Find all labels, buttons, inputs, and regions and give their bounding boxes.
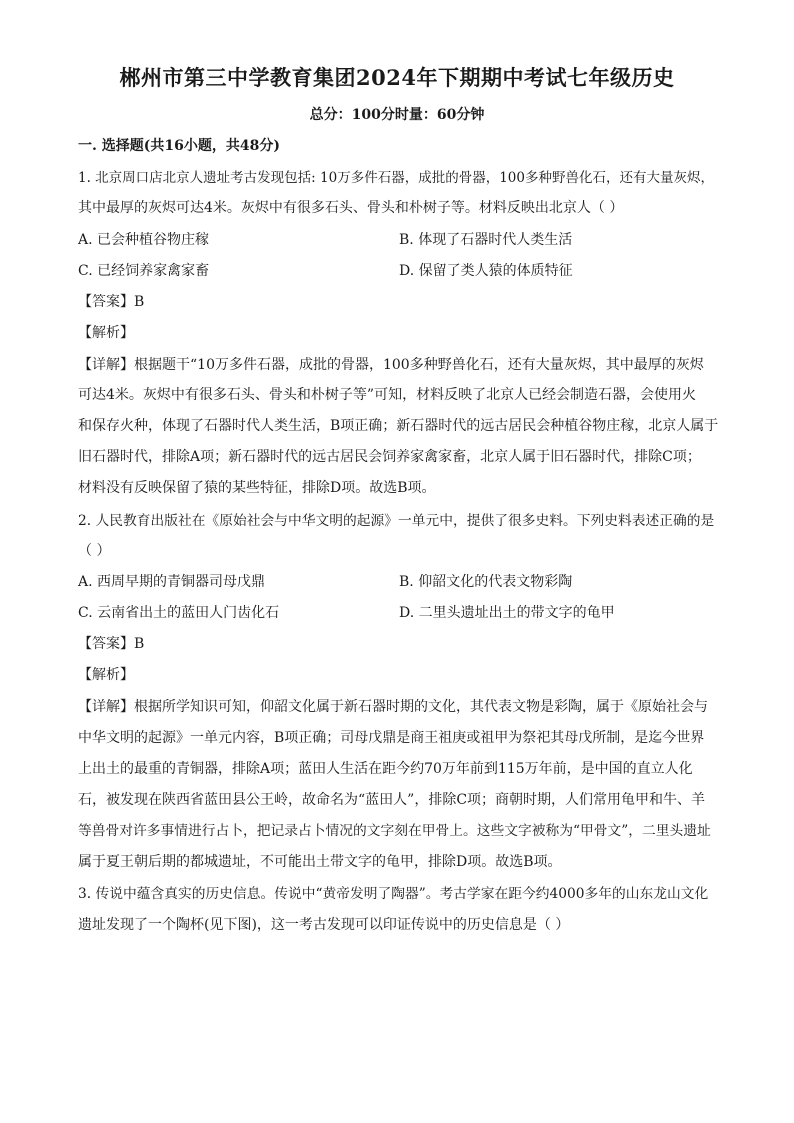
q1-option-b: B. 体现了石器时代人类生活 [399,232,573,248]
q2-stem-line-1: 2. 人民教育出版社在《原始社会与中华文明的起源》一单元中，提供了很多史料。下列史料表述正确的是 [78,513,715,529]
q3-stem-line-1: 3. 传说中蕴含真实的历史信息。传说中“黄帝发明了陶器”。考古学家在距今约4000多年的山东龙山文化 [78,886,709,902]
q2-detail-line-3: 上出土的最重的青铜器，排除A项；蓝田人生活在距今约70万年前到115万年前，是中国的直立人化 [78,761,693,777]
q2-option-c: C. 云南省出土的蓝田人门齿化石 [78,605,280,621]
q2-detail-line-2: 中华文明的起源》一单元内容，B项正确；司母戊鼎是商王祖庚或祖甲为祭祀其母戊所制，是迄今世界 [78,730,705,746]
page-title: 郴州市第三中学教育集团2024年下期期中考试七年级历史 [119,65,675,90]
q1-option-c: C. 已经饲养家禽家畜 [78,263,210,279]
q2-option-b: B. 仰韶文化的代表文物彩陶 [399,574,573,590]
q2-option-a: A. 西周早期的青铜器司母戊鼎 [78,574,266,590]
q2-stem-line-2: （ ） [78,543,111,559]
q2-analysis-label: 【解析】 [78,667,134,683]
q2-detail-line-5: 等兽骨对许多事情进行占卜，把记录占卜情况的文字刻在甲骨上。这些文字被称为“甲骨文”，二里头遗址 [78,823,711,839]
q1-analysis-label: 【解析】 [78,325,134,341]
q2-answer: 【答案】B [78,636,145,652]
q1-detail-line-2: 可达4米。灰烬中有很多石头、骨头和朴树子等”可知，材料反映了北京人已经会制造石器，会使用火 [78,387,697,403]
q1-option-a: A. 已会种植谷物庄稼 [78,232,210,248]
q2-detail-line-1: 【详解】根据所学知识可知，仰韶文化属于新石器时期的文化，其代表文物是彩陶，属于《原始社会与 [78,699,708,715]
q2-detail-line-4: 石，被发现在陕西省蓝田县公王岭，故命名为“蓝田人”，排除C项；商朝时期，人们常用龟甲和牛、羊 [78,792,706,808]
q1-detail-line-5: 材料没有反映保留了猿的某些特征，排除D项。故选B项。 [78,480,436,496]
q1-stem-line-1: 1. 北京周口店北京人遗址考古发现包括: 10万多件石器，成批的骨器，100多种野兽化石，还有大量灰烬， [78,170,714,186]
q2-detail-line-6: 属于夏王朝后期的都城遗址，不可能出土带文字的龟甲，排除D项。故选B项。 [78,854,562,870]
section-heading: 一. 选择题(共16小题，共48分) [78,138,280,154]
q1-detail-line-3: 和保存火种，体现了石器时代人类生活，B项正确；新石器时代的远古居民会种植谷物庄稼，北京人属于 [78,418,719,434]
q1-answer: 【答案】B [78,294,145,310]
q2-option-d: D. 二里头遗址出土的带文字的龟甲 [399,605,615,621]
q3-stem-line-2: 遗址发现了一个陶杯(见下图)，这一考古发现可以印证传说中的历史信息是（ ） [78,917,570,933]
q1-option-d: D. 保留了类人猿的体质特征 [399,263,573,279]
q1-stem-line-2: 其中最厚的灰烬可达4米。灰烬中有很多石头、骨头和朴树子等。材料反映出北京人（ ） [78,200,624,216]
q1-detail-line-1: 【详解】根据题干“10万多件石器，成批的骨器，100多种野兽化石，还有大量灰烬，其中最厚的灰烬 [78,357,704,373]
score-time-info: 总分：100分时量：60分钟 [309,107,485,123]
q1-detail-line-4: 旧石器时代，排除A项；新石器时代的远古居民会饲养家禽家畜，北京人属于旧石器时代，排除C项； [78,449,701,465]
